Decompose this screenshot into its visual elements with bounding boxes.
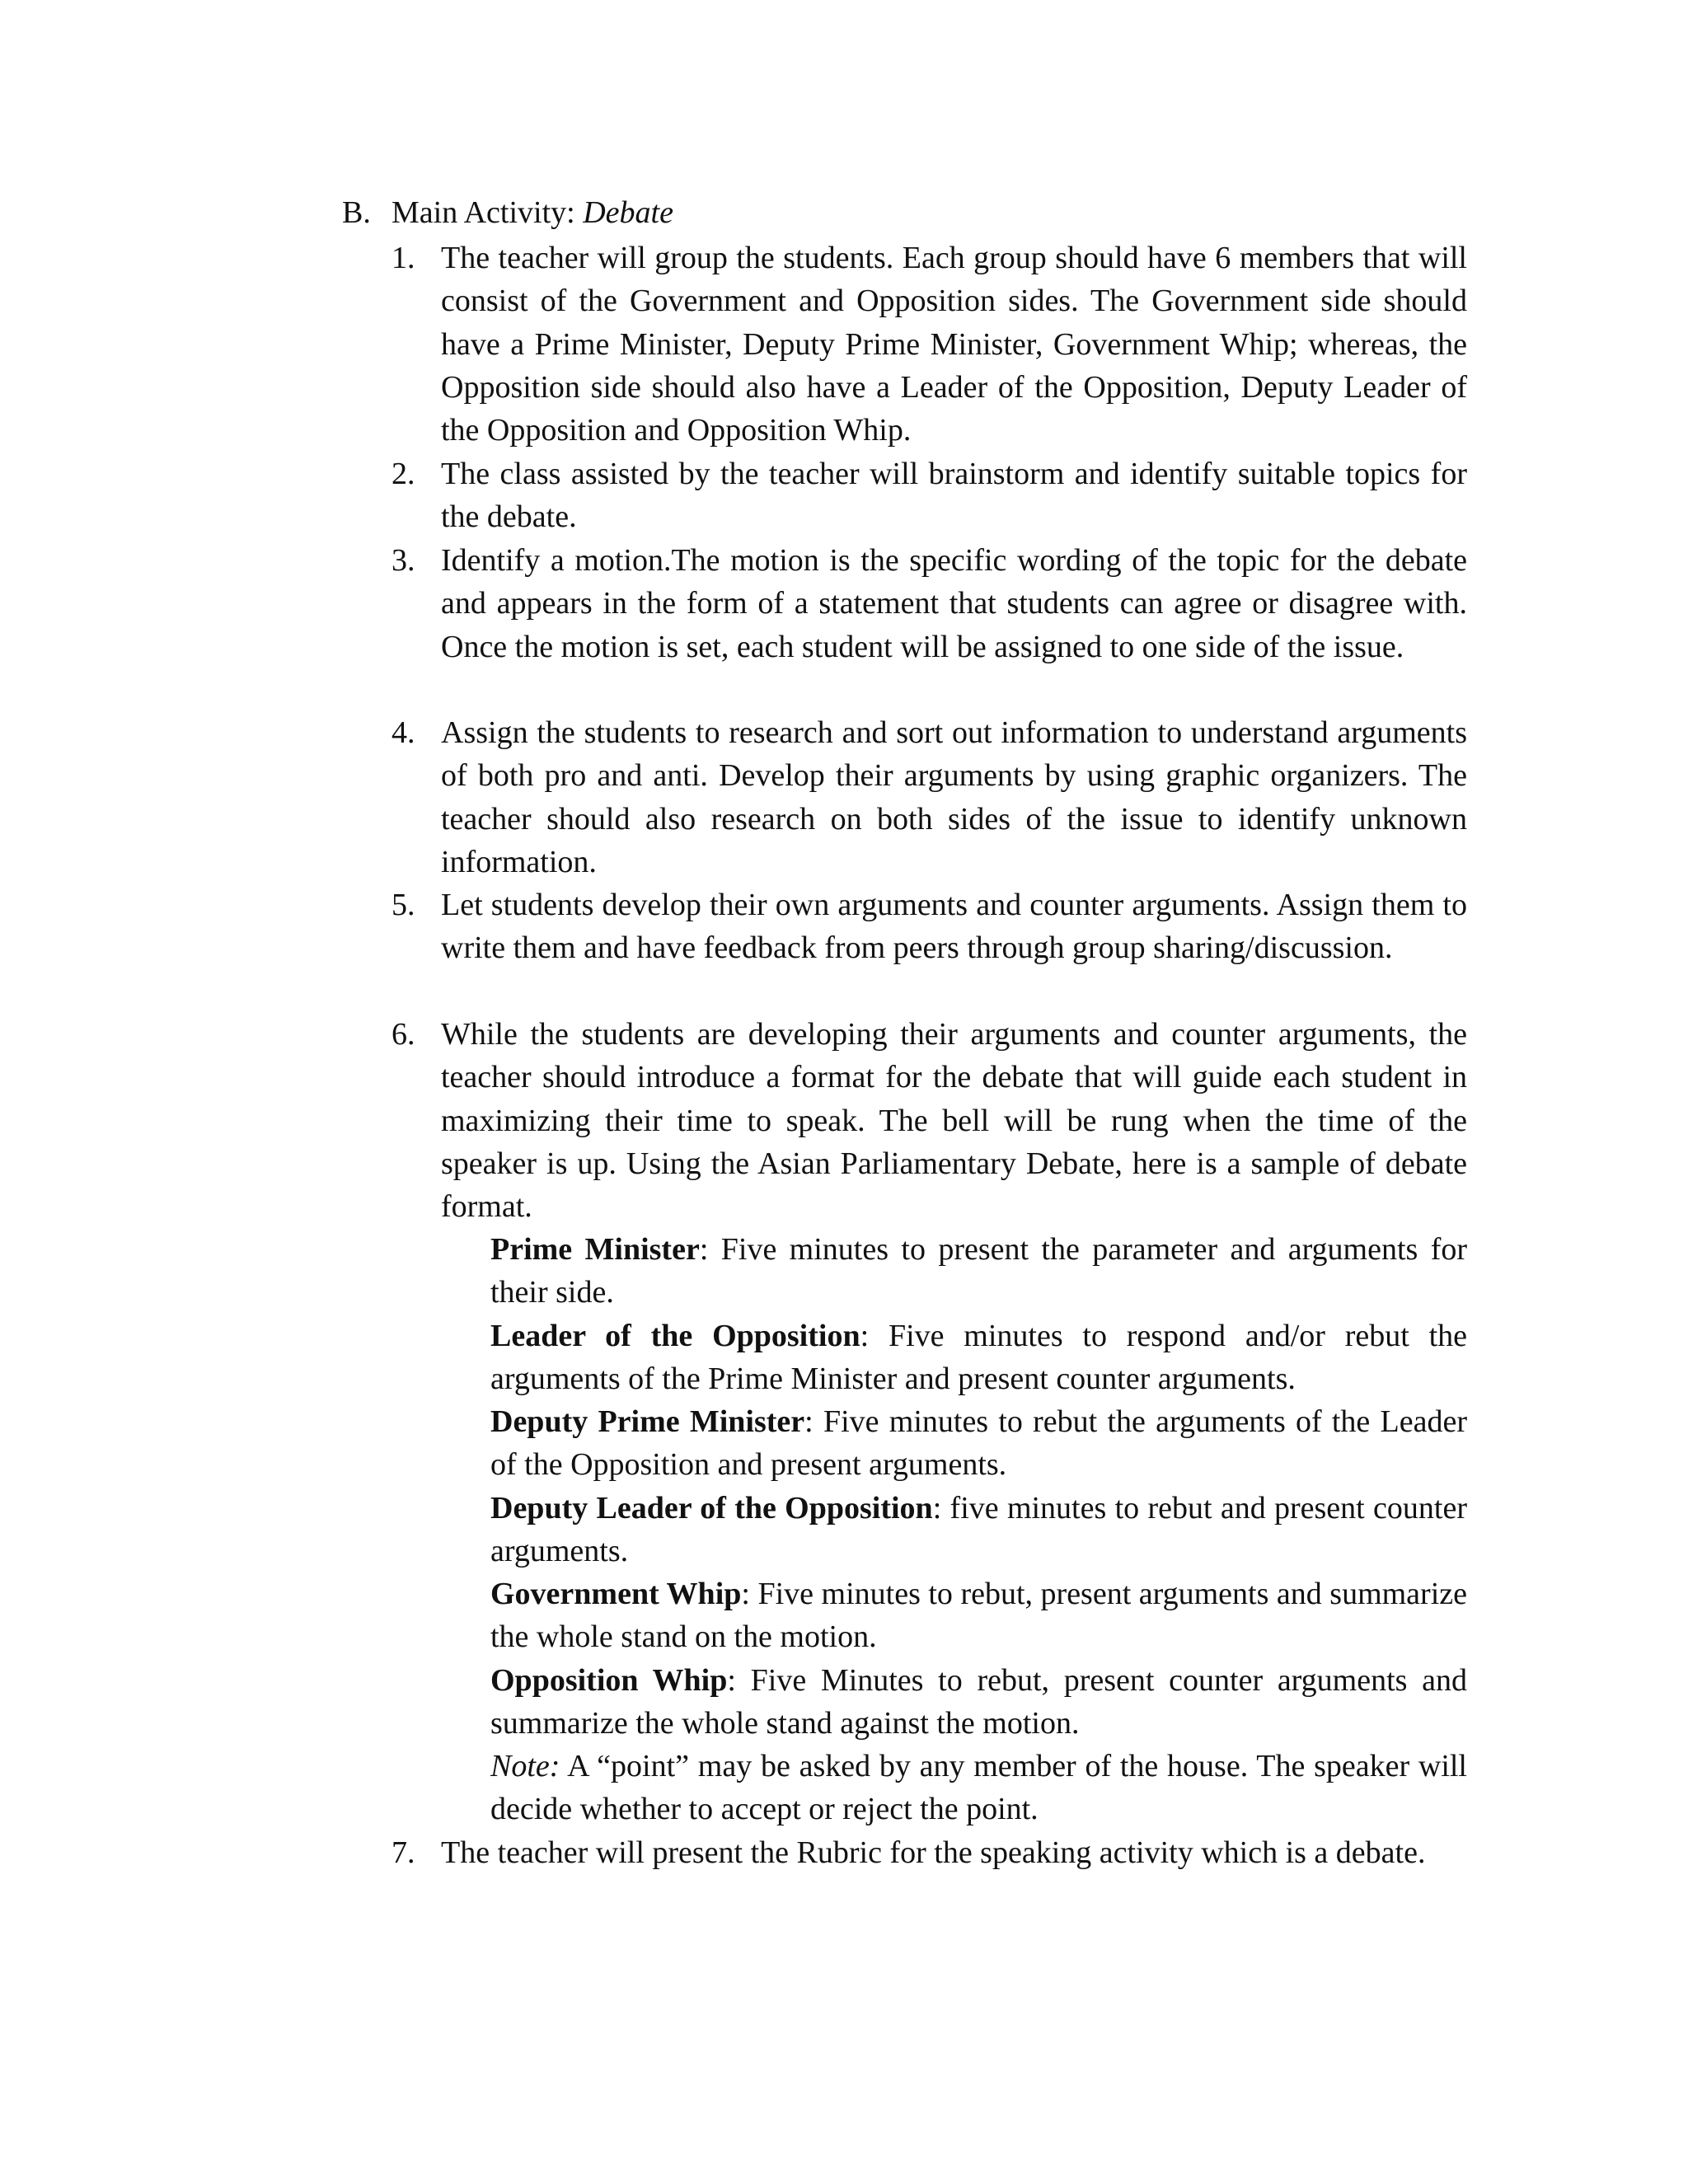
- step-text: Assign the students to research and sort out information to understand arguments of both pro and anti. Develop their arguments by using graphic organizers. The teacher should also research on both sides of the issue to identify unknown information.: [441, 715, 1467, 879]
- role-entry: [490, 1572, 1467, 1659]
- note-label: Note:: [490, 1749, 560, 1783]
- role-name: Government Whip: [490, 1577, 742, 1611]
- role-description: : Five minutes to rebut the arguments of the Leader of the Opposition and present arguments.: [490, 1404, 1467, 1483]
- role-description: : Five minutes to respond and/or rebut the arguments of the Prime Minister and present counter arguments.: [490, 1319, 1468, 1397]
- role-name: Prime Minister: [490, 1232, 700, 1267]
- role-name: Leader of the Opposition: [490, 1319, 860, 1353]
- role-entry: [490, 1487, 1467, 1573]
- section-title: Debate: [583, 195, 673, 230]
- role-entry: [490, 1400, 1467, 1487]
- role-description: : Five minutes to present the parameter and arguments for their side.: [490, 1232, 1467, 1310]
- role-entry: [490, 1228, 1467, 1315]
- role-description: : five minutes to rebut and present counter arguments.: [490, 1491, 1467, 1569]
- role-name: Deputy Leader of the Opposition: [490, 1491, 933, 1526]
- section-letter: B.: [342, 195, 371, 230]
- role-entry: [490, 1659, 1467, 1746]
- step-number: 1.: [392, 241, 415, 275]
- step-text: The class assisted by the teacher will brainstorm and identify suitable topics for the debate.: [441, 457, 1467, 535]
- step-number: 4.: [392, 715, 415, 750]
- step-number: 5.: [392, 888, 415, 922]
- note: [490, 1745, 1467, 1831]
- note-text: A “point” may be asked by any member of the house. The speaker will decide whether to accept or reject the point.: [490, 1749, 1467, 1827]
- role-entry: [490, 1315, 1467, 1401]
- step-text: While the students are developing their arguments and counter arguments, the teacher should introduce a format for the debate that will guide each student in maximizing their time to speak. The bell will be rung when the time of the speaker is up. Using the Asian Parliamentary Debate, here is a sample of debate format.: [441, 1017, 1467, 1225]
- role-name: Deputy Prime Minister: [490, 1404, 805, 1439]
- step-text: Identify a motion.The motion is the specific wording of the topic for the debate and appears in the form of a statement that students can agree or disagree with. Once the motion is set, each student will be assigned to one side of the issue.: [441, 543, 1467, 664]
- role-description: : Five minutes to rebut, present arguments and summarize the whole stand on the motion.: [490, 1577, 1467, 1655]
- step-text: Let students develop their own arguments and counter arguments. Assign them to write them and have feedback from peers through group sharing/discussion.: [441, 888, 1467, 966]
- step-number: 7.: [392, 1835, 415, 1870]
- step-text: The teacher will group the students. Each group should have 6 members that will consist of the Government and Opposition sides. The Government side should have a Prime Minister, Deputy Prime Minister, Government Whip; whereas, the Opposition side should also have a Leader of the Opposition, Deputy Leader of the Opposition and Opposition Whip.: [441, 241, 1467, 448]
- step-text: The teacher will present the Rubric for the speaking activity which is a debate.: [441, 1835, 1426, 1870]
- step-number: 3.: [392, 543, 415, 578]
- role-name: Opposition Whip: [490, 1663, 728, 1698]
- step-number: 2.: [392, 457, 415, 491]
- section-label: Main Activity:: [392, 195, 584, 230]
- role-description: : Five Minutes to rebut, present counter arguments and summarize the whole stand against the motion.: [490, 1663, 1467, 1741]
- step-number: 6.: [392, 1017, 415, 1052]
